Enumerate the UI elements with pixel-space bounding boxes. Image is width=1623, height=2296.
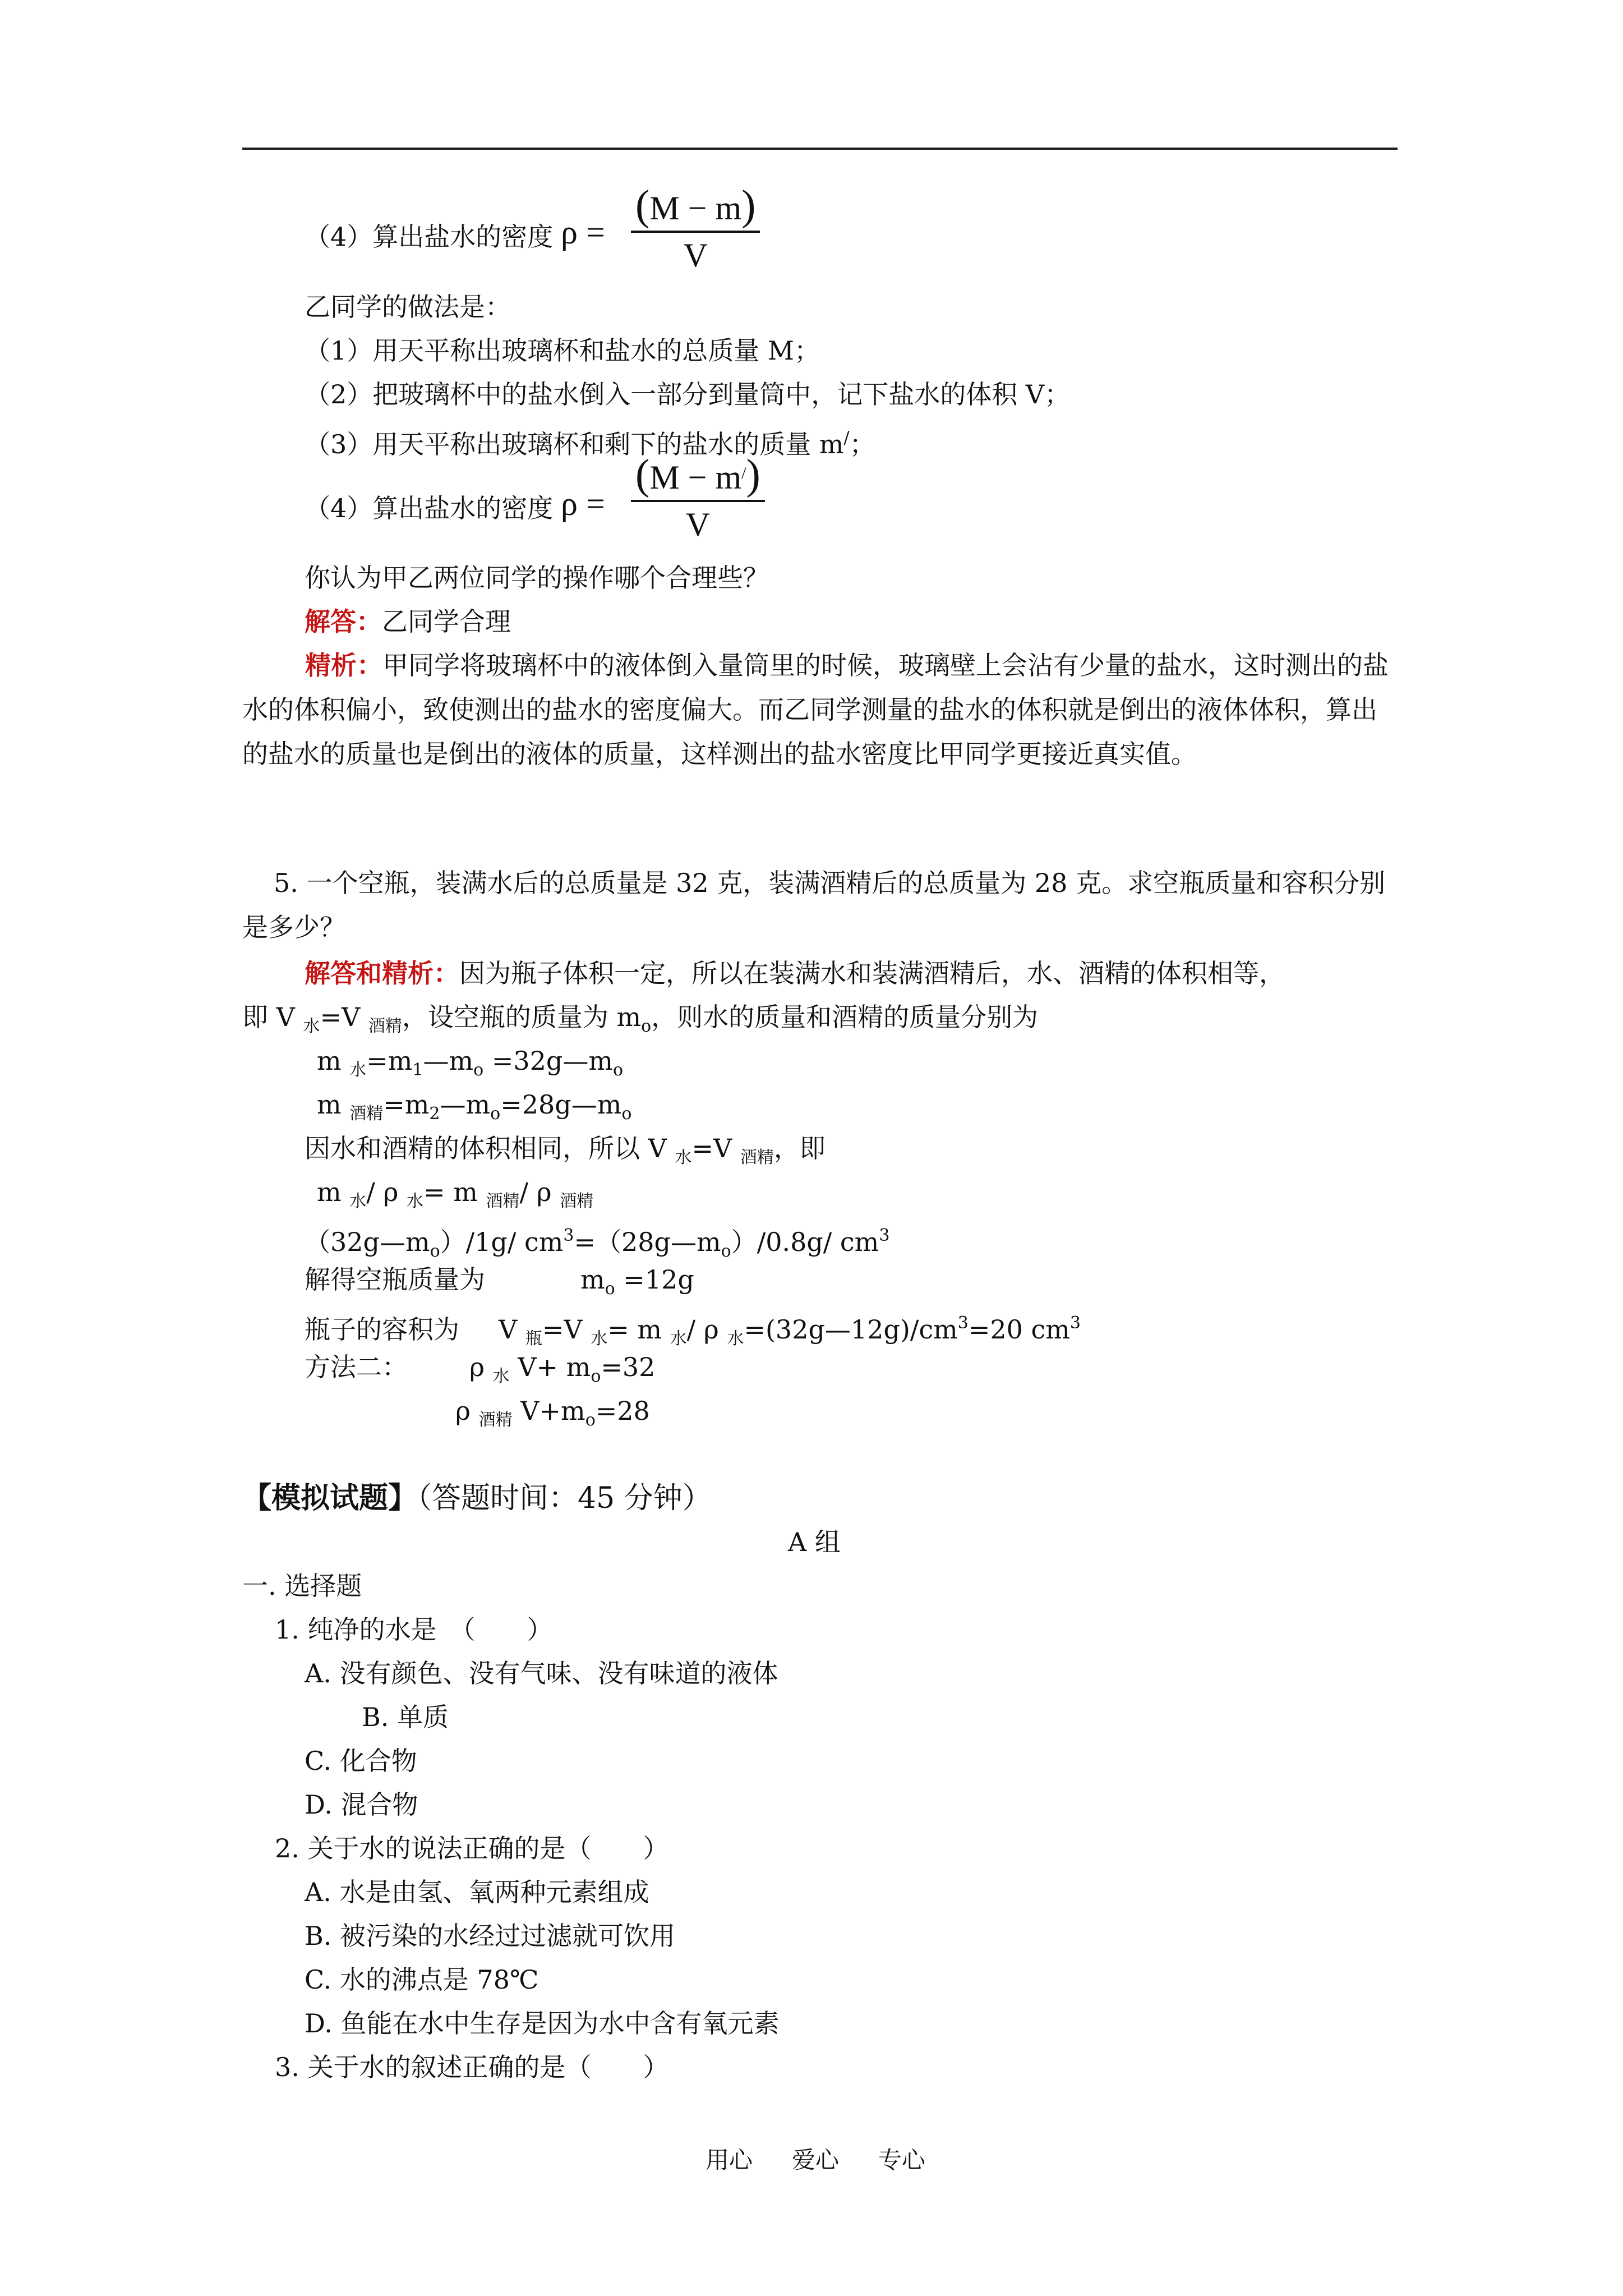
analysis-paragraph (242, 643, 1398, 776)
equation-8: 方法二： ρ $_水$ $V+ m_o=32$ (305, 1352, 656, 1386)
q1-option-c: C. 化合物 (305, 1746, 417, 1776)
q5-solution-line1: 解答和精析：因为瓶子体积一定，所以在装满水和装满酒精后，水、酒精的体积相等， (305, 958, 1285, 988)
q1-option-b: B. 单质 (362, 1702, 449, 1732)
equation-4: m $_水$/ ρ $_水$= m $_{酒精}$/ ρ $_{酒精}$ (317, 1177, 594, 1211)
q2-option-d: D. 鱼能在水中生存是因为水中含有氧元素 (305, 2008, 780, 2039)
section-choice: 一. 选择题 (242, 1571, 362, 1601)
q2-option-a: A. 水是由氢、氧两种元素组成 (305, 1877, 649, 1907)
equation-3: 因水和酒精的体积相同，所以 V $_水$=V $_{酒精}$，即 (305, 1133, 826, 1167)
q1-option-a: A. 没有颜色、没有气味、没有味道的液体 (305, 1658, 778, 1688)
fraction-1-denominator: V (683, 237, 708, 274)
q5-label: 解答和精析： (305, 958, 459, 988)
sec4-step4-label: （4）算出盐水的密度 (305, 222, 554, 252)
q5-solution-line2: 即 V $_水$=V $_{酒精}$，设空瓶的质量为 $m_o$，则水的质量和酒精的质量分别为 (242, 1002, 1039, 1036)
answer-text: 乙同学合理 (382, 606, 511, 637)
q2: 2. 关于水的说法正确的是（ ） (275, 1833, 669, 1864)
q2-option-c: C. 水的沸点是 78℃ (305, 1964, 539, 1995)
header-rule (242, 148, 1398, 150)
fraction-1-numerator: M − m (649, 190, 742, 227)
yi-step4-label: （4）算出盐水的密度 (305, 493, 554, 523)
answer-label: 解答： (305, 606, 382, 637)
analysis-text: 甲同学将玻璃杯中的液体倒入量筒里的时候，玻璃壁上会沾有少量的盐水，这时测出的盐水的体积偏小，致使测出的盐水的密度偏大。而乙同学测量的盐水的体积就是倒出的液体体积，算出的盐水的质量也是倒出的液体的质量，这样测出的盐水密度比甲同学更接近真实值。 (242, 650, 1389, 769)
group-a: A 组 (788, 1527, 841, 1557)
equation-1: m $_水=m_1—m_o$ $=32g—m_o$ (317, 1046, 624, 1080)
analysis-label: 精析： (305, 650, 382, 680)
density-fraction-1: (M − m) V (631, 185, 760, 275)
q2-option-b: B. 被污染的水经过过滤就可饮用 (305, 1921, 676, 1951)
fraction-2-denominator: V (685, 506, 711, 543)
question: 你认为甲乙两位同学的操作哪个合理些？ (305, 563, 769, 593)
sim-title: 【模拟试题】（答题时间：45 分钟） (242, 1481, 712, 1515)
q1: 1. 纯净的水是 （ ） (275, 1614, 553, 1645)
q3: 3. 关于水的叙述正确的是（ ） (275, 2052, 669, 2082)
equation-9: ρ $_{酒精}$ $V+m_o=28$ (455, 1396, 650, 1430)
yi-intro: 乙同学的做法是： (305, 292, 511, 322)
equation-5: $(32g—m_o)/1g/$ $cm^3=(28g—m_o)/0.8g/$ $cm^3$ (305, 1226, 890, 1261)
equation-7: 瓶子的容积为 V $_瓶$=V $_水$= m $_水$/ ρ $_水=(32g—12g)/cm^3=20$ $cm^3$ (305, 1313, 1081, 1349)
equation-6: 解得空瓶质量为 $m_o =12g$ (305, 1264, 694, 1299)
density-fraction-2: (M − m/) V (631, 453, 765, 545)
yi-step2: （2）把玻璃杯中的盐水倒入一部分到量筒中，记下盐水的体积 V； (305, 379, 1071, 409)
rho-symbol-2: ρ = (561, 485, 605, 522)
yi-step3: （3）用天平称出玻璃杯和剩下的盐水的质量 m/； (305, 428, 875, 459)
footer-text-1: 用心 (706, 2146, 753, 2174)
footer-text-2: 爱心 (792, 2146, 840, 2174)
yi-step1: （1）用天平称出玻璃杯和盐水的总质量 M； (305, 335, 820, 366)
equation-2: m $_{酒精}=m_2—m_o=28g—m_o$ (317, 1089, 632, 1124)
q5-text: 5. 一个空瓶，装满水后的总质量是 32 克，装满酒精后的总质量为 28 克。求空瓶质量和容积分别是多少？ (242, 868, 1386, 942)
fraction-2-numerator: M − m (649, 459, 742, 496)
q1-option-d: D. 混合物 (305, 1789, 418, 1820)
footer-text-3: 专心 (878, 2146, 926, 2174)
rho-symbol-1: ρ = (561, 214, 605, 251)
answer (305, 605, 511, 638)
